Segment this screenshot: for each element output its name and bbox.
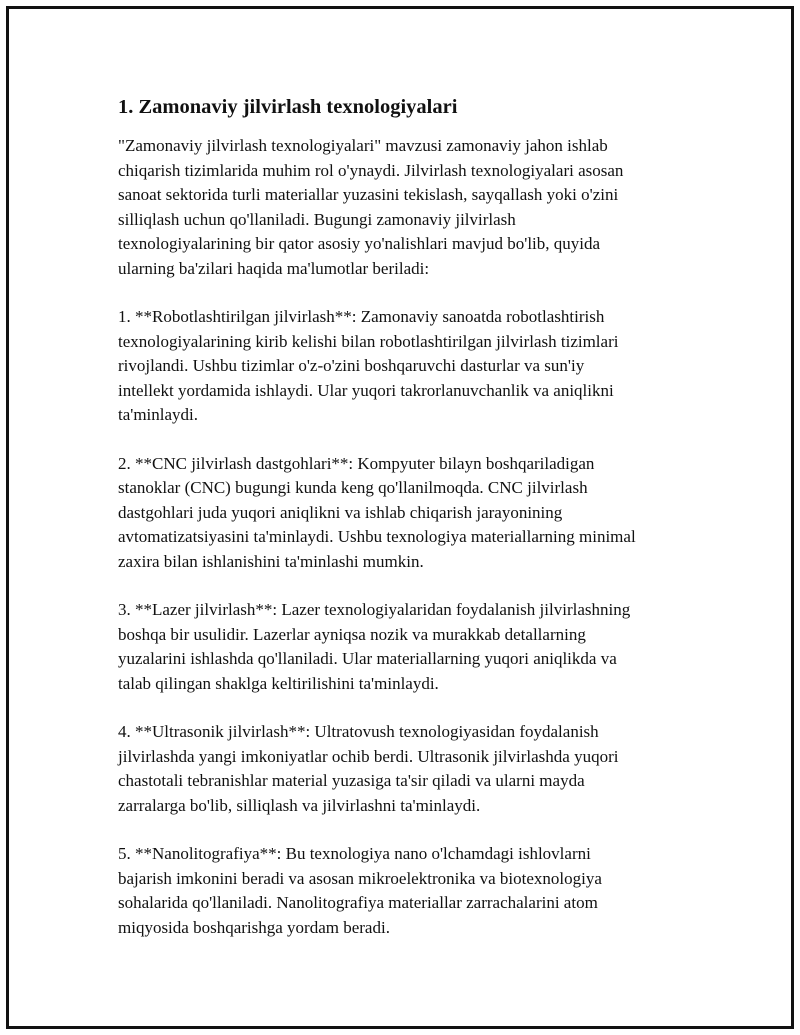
intro-paragraph: "Zamonaviy jilvirlash texnologiyalari" mavzusi zamonaviy jahon ishlab chiqarish tizimlarida muhim rol o'ynaydi. Jilvirlash texnologiyalari asosan sanoat sektorida turli materiallar yuzasini tekislash, sayqallash yoki o'zini silliqlash uchun qo'llaniladi. Bugungi zamonaviy jilvirlash texnologiyalarining bir qator asosiy yo'nalishlari mavjud bo'lib, quyida ularning ba'zilari haqida ma'lumotlar beriladi:: [118, 136, 624, 278]
paragraph-ultrasonic-polishing: 4. **Ultrasonik jilvirlash**: Ultratovush texnologiyasidan foydalanish jilvirlashda yangi imkoniyatlar ochib berdi. Ultrasonik jilvirlashda yuqori chastotali tebranishlar material yuzasiga ta'sir qiladi va ularni mayda zarralarga bo'lib, silliqlash va jilvirlashni ta'minlaydi.: [118, 722, 619, 815]
paragraph-cnc-polishing: 2. **CNC jilvirlash dastgohlari**: Kompyuter bilayn boshqariladigan stanoklar (CNC) bugungi kunda keng qo'llanilmoqda. CNC jilvirlash dastgohlari juda yuqori aniqlikni va ishlab chiqarish jarayonining avtomatizatsiyasini ta'minlaydi. Ushbu texnologiya materiallarning minimal zaxira bilan ishlanishini ta'minlashi mumkin.: [118, 453, 636, 571]
paragraph-laser-polishing: 3. **Lazer jilvirlash**: Lazer texnologiyalaridan foydalanish jilvirlashning boshqa bir usulidir. Lazerlar ayniqsa nozik va murakkab detallarning yuzalarini ishlashda qo'llaniladi. Ular materiallarning yuqori aniqlikda va talab qilingan shaklga keltirilishini ta'minlaydi.: [118, 600, 631, 693]
paragraph-nanolithography: 5. **Nanolitografiya**: Bu texnologiya nano o'lchamdagi ishlovlarni bajarish imkonini beradi va asosan mikroelektronika va biotexnologiya sohalarida qo'llaniladi. Nanolitografiya materiallar zarrachalarini atom miqyosida boshqarishga yordam beradi.: [118, 844, 602, 937]
paragraph-robotic-polishing: 1. **Robotlashtirilgan jilvirlash**: Zamonaviy sanoatda robotlashtirish texnologiyalarining kirib kelishi bilan robotlashtirilgan jilvirlash tizimlari rivojlandi. Ushbu tizimlar o'z-o'zini boshqaruvchi dasturlar va sun'iy intellekt yordamida ishlaydi. Ular yuqori takrorlanuvchanlik va aniqlikni ta'minlaydi.: [118, 307, 619, 424]
document-body: [118, 94, 698, 964]
document-title: 1. Zamonaviy jilvirlash texnologiyalari: [118, 96, 458, 118]
